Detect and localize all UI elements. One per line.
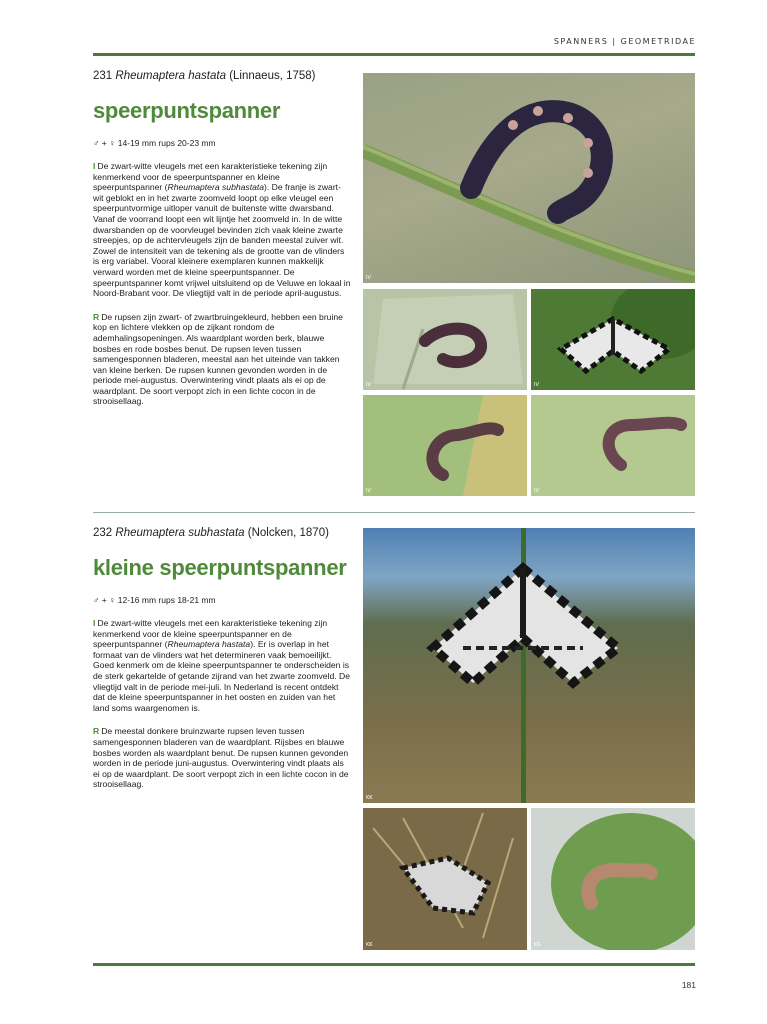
photo-credit: KK [366,795,373,801]
moth-illustration [363,528,695,803]
bottom-rule [93,963,695,966]
larva-text: De rupsen zijn zwart- of zwartbruingekleurd, hebben een bruine kop en lichtere vlekken op de zijkant rondom de ademhalingsopeningen. Als waardplant worden berk, blauwe bosbes en rode bosbes benut. De rupsen leven tussen samengesponnen bladeren, meestal aan het uiteinde van takken van kleine berken. De rupsen kunnen gevonden worden in de periode mei-augustus. Overwintering vindt plaats als ei op de waardplant. De soort verpopt zich in een lichte cocon in de strooisellaag. [93,311,343,407]
photo-adult-main [363,528,695,803]
photo-credit: IV [534,382,539,388]
top-rule [93,53,695,56]
larva-description [93,726,351,790]
larva-marker: R [93,311,100,322]
photo-larva-curled [363,289,527,390]
photo-larva-leaf-2 [531,395,695,496]
imago-description [93,161,351,299]
imago-text-b: ). De franje is zwart-wit geblokt en in het zwarte zoomveld loopt op elke vleugel een speerpuntvormige uitloper vanuit de buitenste witte dwarsband. Vanaf de voorrand loopt een wit lijntje het zoomveld in. In de witte dwarsbanden op de voorvleugel bevinden zich vaak kleine zwarte streepjes, op de achtervleugels zijn de banden meestal zuiver wit. Zowel de intensiteit van de tekening als de grootte van de vlinders is erg variabel. Vooral kleinere exemplaren kunnen makkelijk verward worden met de kleine speerpuntspanner. De speerpuntspanner komt vrijwel uitsluitend op de Veluwe en lokaal in Noord-Brabant voor. De vliegtijd valt in de periode april-augustus. [93,182,351,299]
running-header: SPANNERS | GEOMETRIDAE [553,37,696,46]
photo-adult-ground [363,808,527,950]
imago-description [93,618,351,713]
author: (Linnaeus, 1758) [229,70,316,82]
larva-text: De meestal donkere bruinzwarte rupsen leven tussen samengesponnen bladeren van de waardplant. Rijsbes en blauwe bosbes worden als waardplant benut. De rupsen kunnen gevonden worden in de periode juni-augustus. Overwintering vindt plaats als ei op de waardplant. De soort verpopt zich in een lichte cocon in de strooisellaag. [93,726,349,790]
larva-illustration [531,808,695,950]
species-231-text [93,70,351,420]
author: (Nolcken, 1870) [247,527,329,539]
common-name: speerpuntspanner [93,98,281,123]
larva-illustration [531,395,695,496]
leaf-illustration [363,289,527,390]
imago-reference: Rheumaptera subhastata [167,182,265,193]
photo-credit: KS [534,942,541,948]
photo-larva-main [363,73,695,283]
species-number: 232 [93,527,113,539]
photo-credit: IV [366,275,371,281]
latin-name: Rheumaptera subhastata [115,527,245,539]
imago-text-a: De zwart-witte vleugels met een karakteristieke tekening zijn kenmerkend voor de speerpuntspanner en kleine speerpuntspanner ( [93,161,328,193]
larva-marker: R [93,726,100,737]
photo-credit: IV [534,488,539,494]
photo-credit: IV [366,382,371,388]
page-number: 181 [681,980,696,990]
photo-credit: KK [366,942,373,948]
photo-adult-moth [531,289,695,390]
larva-illustration [363,395,527,496]
moth-illustration [531,289,695,390]
imago-marker: I [93,618,96,628]
species-232-text [93,527,351,803]
species-number: 231 [93,70,113,82]
moth-illustration [363,808,527,950]
imago-text-a: De zwart-witte vleugels met een karakteristieke tekening zijn kenmerkend voor de kleine speerpuntspanner en de speerpuntspanner ( [93,618,328,650]
photo-credit: IV [366,488,371,494]
latin-name: Rheumaptera hastata [115,70,226,82]
imago-marker: I [93,161,96,171]
caterpillar-illustration [363,73,695,283]
measurements: ♂ + ♀ 12-16 mm rups 18-21 mm [93,595,216,605]
species-divider [93,512,695,513]
measurements: ♂ + ♀ 14-19 mm rups 20-23 mm [93,138,216,148]
imago-reference: Rheumaptera hastata [167,639,251,650]
photo-larva-leaf-1 [363,395,527,496]
common-name: kleine speerpuntspanner [93,555,347,580]
imago-text-b: ). Er is overlap in het formaat van de vlinders wat het determineren vaak bemoeilijkt. Goed kenmerk om de kleine speerpuntspanner te onderscheiden is de sterk gekartelde of getande zijrand van het zwarte zoomveld. De vliegtijd valt in de periode mei-juli. In Nederland is recent ontdekt dat de kleine speerpuntspanner in het oosten en zuiden van het land soms waargenomen is. [93,639,351,713]
photo-larva-green-leaf [531,808,695,950]
larva-description [93,312,351,407]
species-heading [93,70,351,82]
species-heading [93,527,351,539]
